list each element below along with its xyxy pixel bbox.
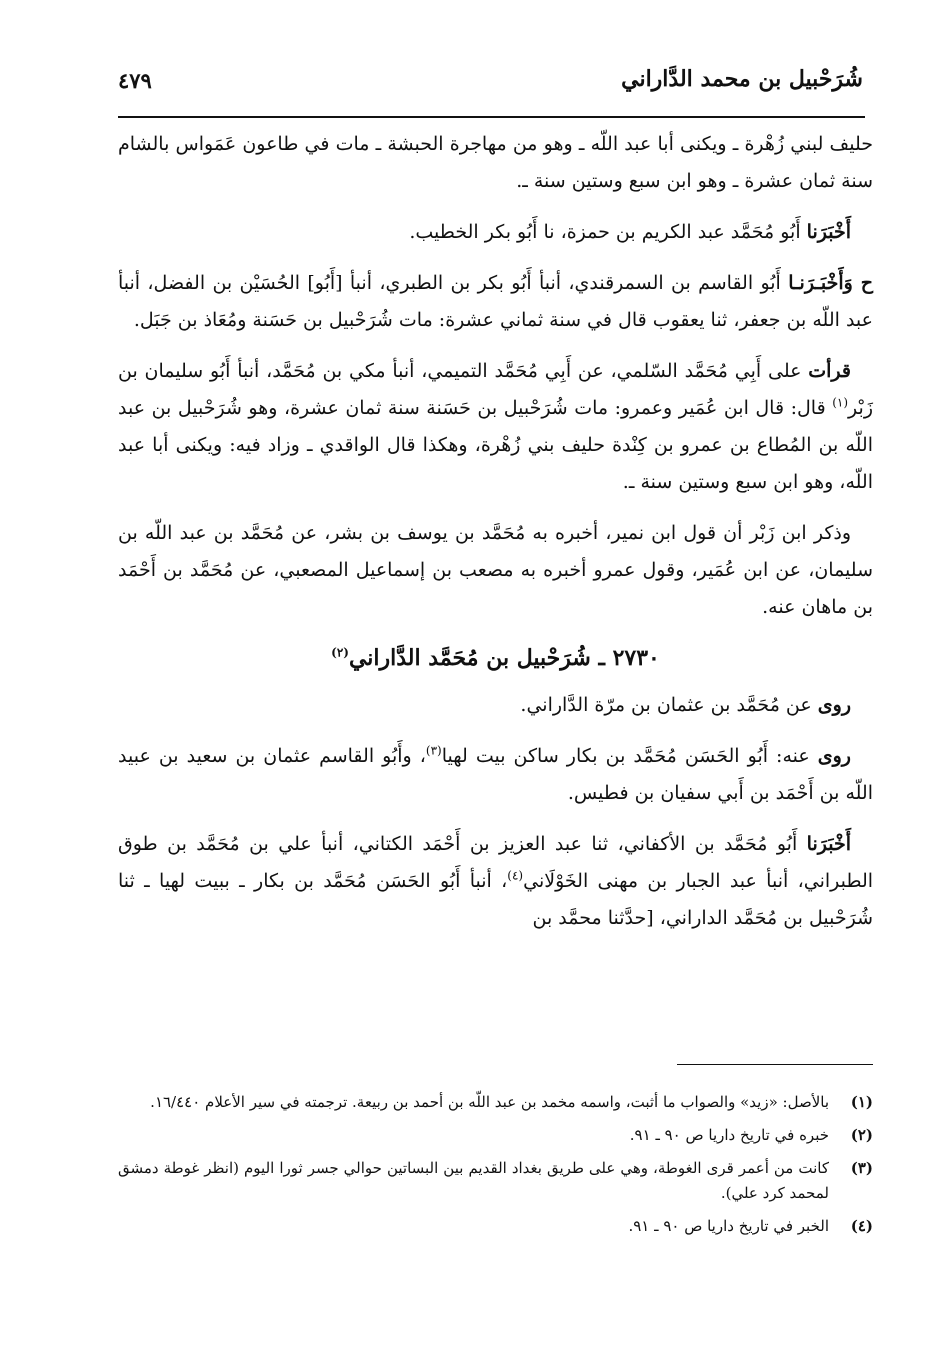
footnote (118, 1123, 873, 1148)
footnote-number: (٣) (850, 1159, 873, 1177)
entry-heading (118, 640, 873, 677)
footnote-ref-1[interactable]: (١) (832, 395, 849, 410)
paragraph-2 (118, 214, 873, 251)
paragraph-5-text: وذكر ابن زَبْر أن قول ابن نمير، أخبره به مُحَمَّد بن يوسف بن بشر، عن مُحَمَّد بن عبد اللّه بن سليمان، عن ابن عُمَير، وقول عمرو أخبره به مصعب بن إسماعيل المصعبي، عن مُحَمَّد بن أَحْمَد بن ماهان عنه. (118, 522, 873, 618)
footnote (118, 1156, 873, 1206)
paragraph-4 (118, 353, 873, 501)
header-rule (118, 116, 865, 118)
footnote-number: (١) (850, 1093, 873, 1111)
paragraph-3 (118, 265, 873, 339)
paragraph-6-text: عن مُحَمَّد بن عثمان بن مرّة الدَّاراني. (520, 694, 818, 716)
footnote-text: بالأصل: «زيد» والصواب ما أثبت، واسمه مخمد بن عبد اللّه بن أحمد بن ربيعة. ترجمته في سير الأعلام ١٦/٤٤٠. (150, 1093, 829, 1111)
paragraph-7-text-b: ، وأَبُو القاسم عثمان بن سعيد بن عبيد اللّه بن أَحْمَد بن أَبي سفيان بن فطيس. (118, 745, 873, 804)
paragraph-3-text: أَبُو القاسم بن السمرقندي، أنبأ أَبُو بكر بن الطبري، أنبأ [أَبُو] الحُسَيْن بن الفضل، أنبأ عبد اللّه بن جعفر، ثنا يعقوب قال في سنة ثماني عشرة: مات شُرَحْبيل بن حَسَنة ومُعَاذ بن جَبَل. (118, 272, 873, 331)
keyword-akhbarana: أَخْبَرَنا (806, 221, 851, 243)
paragraph-6 (118, 687, 873, 724)
paragraph-1 (118, 126, 873, 200)
keyword-qara-tu: قرأت (808, 360, 851, 382)
keyword-rawa-anhu: روى (817, 745, 851, 767)
page-number: ٤٧٩ (118, 68, 152, 93)
main-text (118, 126, 873, 937)
footnote-text: خبره في تاريخ داريا ص ٩٠ ـ ٩١. (629, 1126, 829, 1144)
footnote (118, 1090, 873, 1115)
paragraph-5 (118, 515, 873, 626)
paragraph-4-text-a: على أَبِي مُحَمَّد السّلمي، عن أَبِي مُحَمَّد التميمي، أنبأ مكي بن مُحَمَّد، أنبأ أَبُو سليمان بن زَبْر (118, 360, 873, 419)
paragraph-2-text: أَبُو مُحَمَّد عبد الكريم بن حمزة، نا أَبُو بكر الخطيب. (409, 221, 807, 243)
footnote-text: الخبر في تاريخ داريا ص ٩٠ ـ ٩١. (628, 1217, 829, 1235)
paragraph-4-text-b: قال: قال ابن عُمَير وعمرو: مات شُرَحْبيل بن حَسَنة سنة ثمان عشرة، وهو شُرَحْبيل بن عبد اللّه بن المُطاع بن عمرو بن كِنْدة حليف بني زُهْرة، وهكذا قال الواقدي ـ وزاد فيه: ويكنى أبا عبد اللّه، وهو ابن سبع وستين سنة ـ. (118, 397, 873, 493)
keyword-wa-akhbarana: ح وَأَخْبَـرَنـا (788, 272, 873, 294)
footnote-ref-2[interactable]: (٢) (331, 645, 349, 660)
paragraph-1-text: حليف لبني زُهْرة ـ ويكنى أبا عبد اللّه ـ وهو من مهاجرة الحبشة ـ مات في طاعون عَمَواس بالشام سنة ثمان عشرة ـ وهو ابن سبع وستين سنة ـ. (118, 133, 873, 192)
paragraph-7-text-a: عنه: أَبُو الحَسَن مُحَمَّد بن بكار ساكن بيت لهيا (441, 745, 818, 767)
paragraph-8-text-a: أَبُو مُحَمَّد بن الأكفاني، ثنا عبد العزيز بن أَحْمَد الكتاني، أنبأ علي بن مُحَمَّد بن طوق الطبراني، أنبأ عبد الجبار بن مهنى الخَوْلَاني (118, 833, 874, 892)
paragraph-7 (118, 738, 873, 812)
entry-heading-text: ٢٧٣٠ ـ شُرَحْبيل بن مُحَمَّد الدَّاراني (348, 645, 660, 671)
keyword-akhbarana-2: أَخْبَرَنا (806, 833, 851, 855)
footnote-ref-4[interactable]: (٤) (507, 868, 524, 883)
footnote-rule (677, 1064, 873, 1065)
footnote-text: كانت من أعمر قرى الغوطة، وهي على طريق بغداد القديم بين البساتين حوالي جسر ثورا اليوم (انظر غوطة دمشق لمحمد كرد علي). (118, 1159, 829, 1202)
paragraph-8 (118, 826, 873, 937)
footnote-number: (٤) (850, 1217, 873, 1235)
keyword-rawa-an: روى (817, 694, 851, 716)
footnotes (118, 1090, 873, 1247)
running-header-title: شُرَحْبيل بن محمد الدَّاراني (621, 66, 863, 92)
footnote (118, 1214, 873, 1239)
footnote-number: (٢) (850, 1126, 873, 1144)
paragraph-8-text-b: ، أنبأ أَبُو الحَسَن مُحَمَّد بن بكار ـ ببيت لهيا ـ ثنا شُرَحْبيل بن مُحَمَّد الداراني، [حدَّثنا محمَّد بن (118, 870, 873, 929)
footnote-ref-3[interactable]: (٣) (425, 743, 442, 758)
